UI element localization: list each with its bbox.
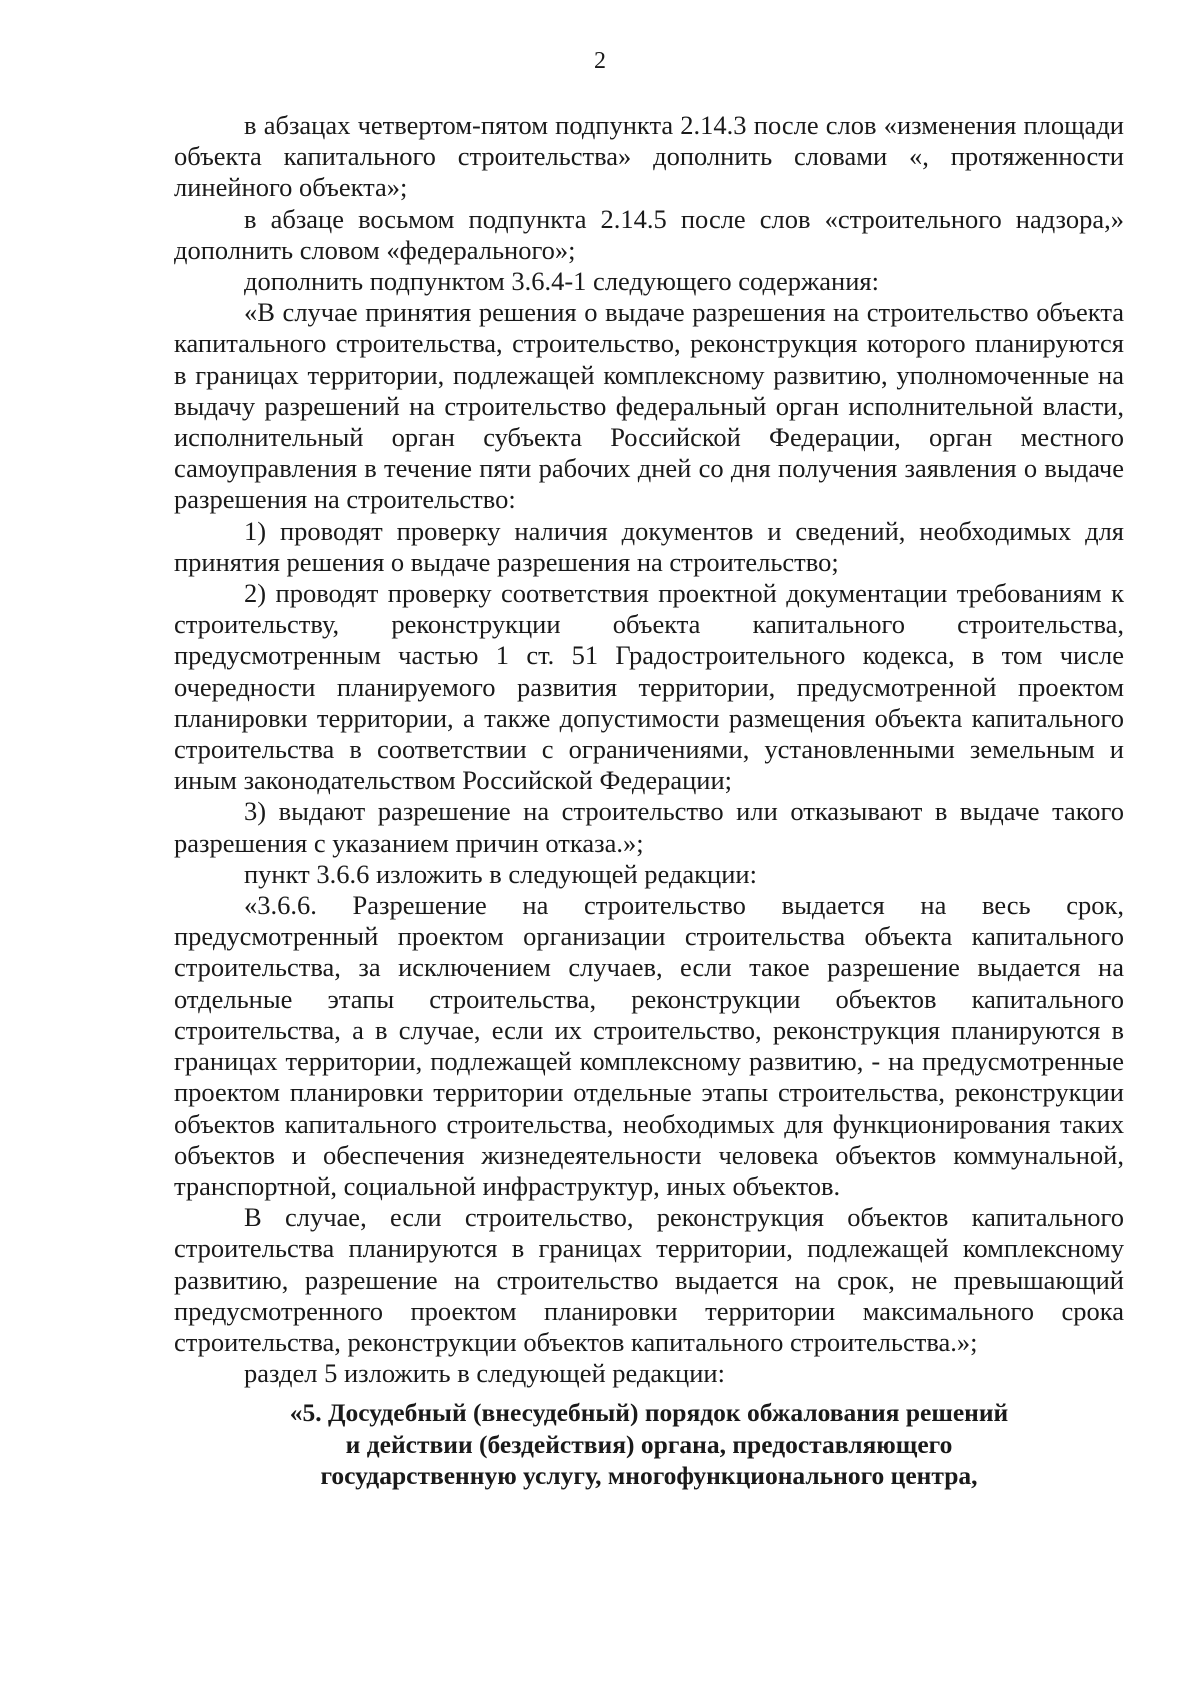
list-item-1: 1) проводят проверку наличия документов и сведений, необходимых для принятия решения о выдаче разрешения на строительство; [174, 515, 1124, 577]
paragraph-quote-3-6-4-1: «В случае принятия решения о выдаче разрешения на строительство объекта капитального строительства, строительство, реконструкция которого планируются в границах территории, подлежащей комплексному развитию, уполномоченные на выдачу разрешений на строительство федеральный орган исполнительной власти, исполнительный орган субъекта Российской Федерации, орган местного самоуправления в течение пяти рабочих дней со дня получения заявления о выдаче разрешения на строительство: [174, 297, 1124, 515]
section-5-heading-line-3: государственную услугу, многофункционального центра, [320, 1461, 978, 1491]
page-number: 2 [594, 48, 606, 74]
section-5-heading-line-1: «5. Досудебный (внесудебный) порядок обжалования решений [289, 1398, 1009, 1428]
section-5-heading [174, 1397, 1124, 1492]
section-5-heading-line-2: и действии (бездействия) органа, предоставляющего [345, 1429, 953, 1459]
paragraph-add-3-6-4-1: дополнить подпунктом 3.6.4-1 следующего содержания: [244, 266, 879, 297]
list-item-3: 3) выдают разрешение на строительство или отказывают в выдаче такого разрешения с указанием причин отказа.»; [174, 796, 1124, 858]
paragraph-amend-2-14-5: в абзаце восьмом подпункта 2.14.5 после слов «строительного надзора,» дополнить словом «федерального»; [174, 203, 1124, 265]
document-body [174, 110, 1124, 1492]
paragraph-complex-development: В случае, если строительство, реконструкция объектов капитального строительства планируются в границах территории, подлежащей комплексному развитию, разрешение на строительство выдается на срок, не превышающий предусмотренного проектом планировки территории максимального срока строительства, реконструкции объектов капитального строительства.»; [174, 1202, 1124, 1357]
list-item-2: 2) проводят проверку соответствия проектной документации требованиям к строительству, реконструкции объекта капитального строительства, предусмотренным частью 1 ст. 51 Градостроительного кодекса, в том числе очередности планируемого развития территории, предусмотренной проектом планировки территории, а также допустимости размещения объекта капитального строительства в соответствии с ограничениями, установленными земельным и иным законодательством Российской Федерации; [174, 578, 1124, 796]
paragraph-amend-section-5: раздел 5 изложить в следующей редакции: [244, 1358, 725, 1389]
paragraph-quote-3-6-6: «3.6.6. Разрешение на строительство выдается на весь срок, предусмотренный проектом организации строительства объекта капитального строительства, за исключением случаев, если такое разрешение выдается на отдельные этапы строительства, реконструкции объектов капитального строительства, а в случае, если их строительство, реконструкция планируются в границах территории, подлежащей комплексному развитию, - на предусмотренные проектом планировки территории отдельные этапы строительства, реконструкции объектов капитального строительства, необходимых для функционирования таких объектов и обеспечения жизнедеятельности человека объектов коммунальной, транспортной, социальной инфраструктур, иных объектов. [174, 890, 1124, 1201]
paragraph-amend-3-6-6: пункт 3.6.6 изложить в следующей редакции: [244, 858, 757, 889]
paragraph-amend-2-14-3: в абзацах четвертом-пятом подпункта 2.14.3 после слов «изменения площади объекта капитального строительства» дополнить словами «, протяженности линейного объекта»; [174, 110, 1124, 203]
